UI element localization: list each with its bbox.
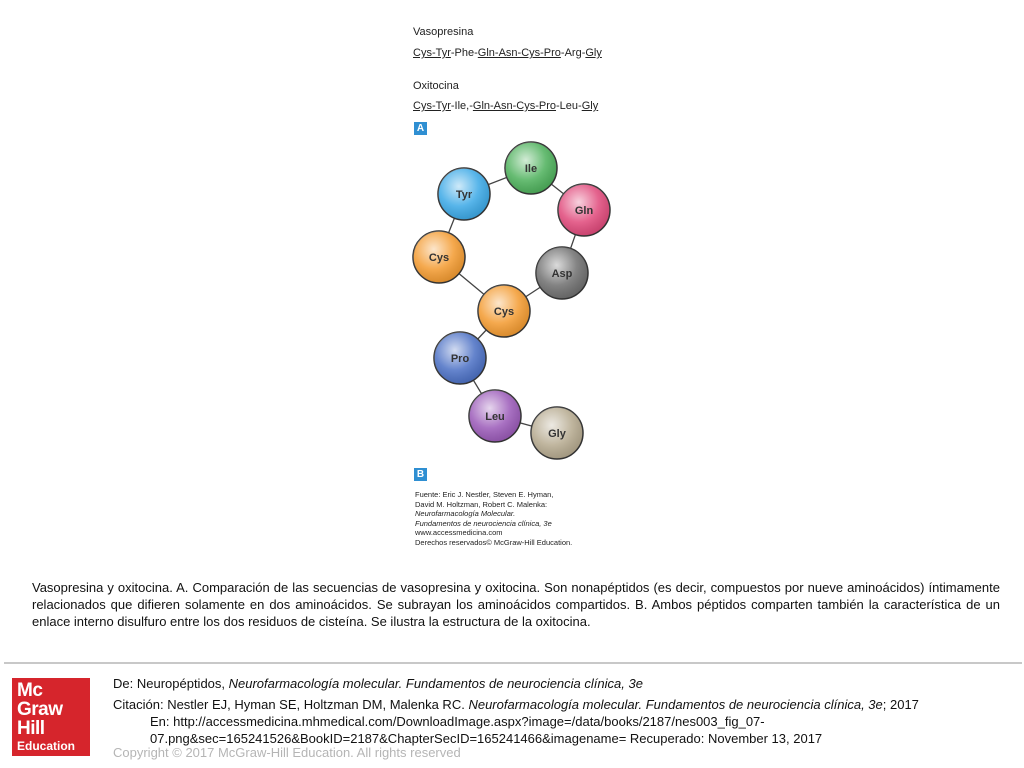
residue-label: Tyr [455,189,473,201]
residue-label: Leu [485,411,505,423]
footer-de [113,675,643,692]
seq-part: -Phe- [450,47,478,59]
seq-part: Gln-Asn-Cys-Pro [477,47,561,59]
residue-cys [478,285,530,337]
seq-part: -Arg- [560,47,586,59]
logo-line: Graw [17,699,63,720]
panel-b-tag: B [414,468,427,481]
seq-part: Cys-Tyr [413,47,451,59]
footer-citacion [113,696,919,713]
citacion-suffix: ; 2017 [882,697,919,712]
residue-pro [434,332,486,384]
seq-part: Gly [581,100,599,112]
seq-part: -Leu- [556,100,582,112]
logo-line: Mc [17,680,43,701]
residue-gly [531,407,583,459]
citacion-title: Neurofarmacología molecular. Fundamentos de neurociencia clínica, 3e [468,697,883,712]
de-prefix: De: Neuropéptidos, [113,676,229,691]
residue-label: Asp [551,268,573,280]
vasopresina-title: Vasopresina [413,26,474,38]
residue-label: Gly [548,428,566,440]
residue-nodes [413,142,610,459]
source-line: Neurofarmacología Molecular. [415,509,516,519]
residue-ile [505,142,557,194]
citacion-sep: . [461,697,469,712]
seq-part: Gly [585,47,602,59]
footer-divider [4,662,1022,664]
residue-tyr [438,168,490,220]
de-title: Neurofarmacología molecular. Fundamentos de neurociencia clínica, 3e [228,676,643,691]
residue-asp [536,247,588,299]
footer-en-link-cont[interactable]: 07.png&sec=165241526&BookID=2187&ChapterSecID=165241466&imagename= Recuperado: November 13, 2017 [150,731,823,746]
residue-label: Pro [450,353,470,365]
figure-panel [406,20,612,560]
residue-leu [469,390,521,442]
logo-line: Education [17,739,76,753]
residue-label: Ile [524,163,538,175]
source-line: Fundamentos de neurociencia clínica, 3e [415,518,552,528]
citacion-prefix: Citación: Nestler EJ, Hyman SE, Holtzman DM, Malenka RC [113,697,462,712]
panel-a-tag: A [414,122,427,135]
seq-part: Gln-Asn-Cys-Pro [472,100,557,112]
mcgraw-hill-logo [12,678,90,756]
copyright-text: Copyright © 2017 McGraw-Hill Education. All rights reserved [113,745,461,760]
figure-caption: Vasopresina y oxitocina. A. Comparación de las secuencias de vasopresina y oxitocina. Son nonapéptidos (es decir, compuestos por nueve aminoácidos) íntimamente relacionados que difieren solamente en dos aminoácidos. Se subrayan los aminoácidos compartidos. B. Ambos péptidos comparten también la característica de un enlace interno disulfuro entre los dos residuos de cisteína. Se ilustra la estructura de la oxitocina. [32,580,1000,629]
logo-line: Hill [17,718,45,739]
source-line: Derechos reservados© McGraw-Hill Education. [415,537,573,547]
residue-label: Cys [428,252,450,264]
source-line: www.accessmedicina.com [415,528,503,538]
figure-source [415,490,572,548]
oxitocina-structure [406,20,612,560]
residue-label: Gln [574,205,594,217]
footer-en-link[interactable]: En: http://accessmedicina.mhmedical.com/DownloadImage.aspx?image=/data/books/2187/nes003_fig_07- [150,714,765,729]
source-line: Fuente: Eric J. Nestler, Steven E. Hyman, [415,490,554,499]
residue-cys [413,231,465,283]
residue-label: Cys [493,306,515,318]
source-line: David M. Holtzman, Robert C. Malenka: [415,499,548,509]
oxitocina-title: Oxitocina [413,80,459,92]
residue-gln [558,184,610,236]
seq-part: Cys-Tyr [413,100,451,112]
seq-part: -Ile,- [450,100,473,112]
